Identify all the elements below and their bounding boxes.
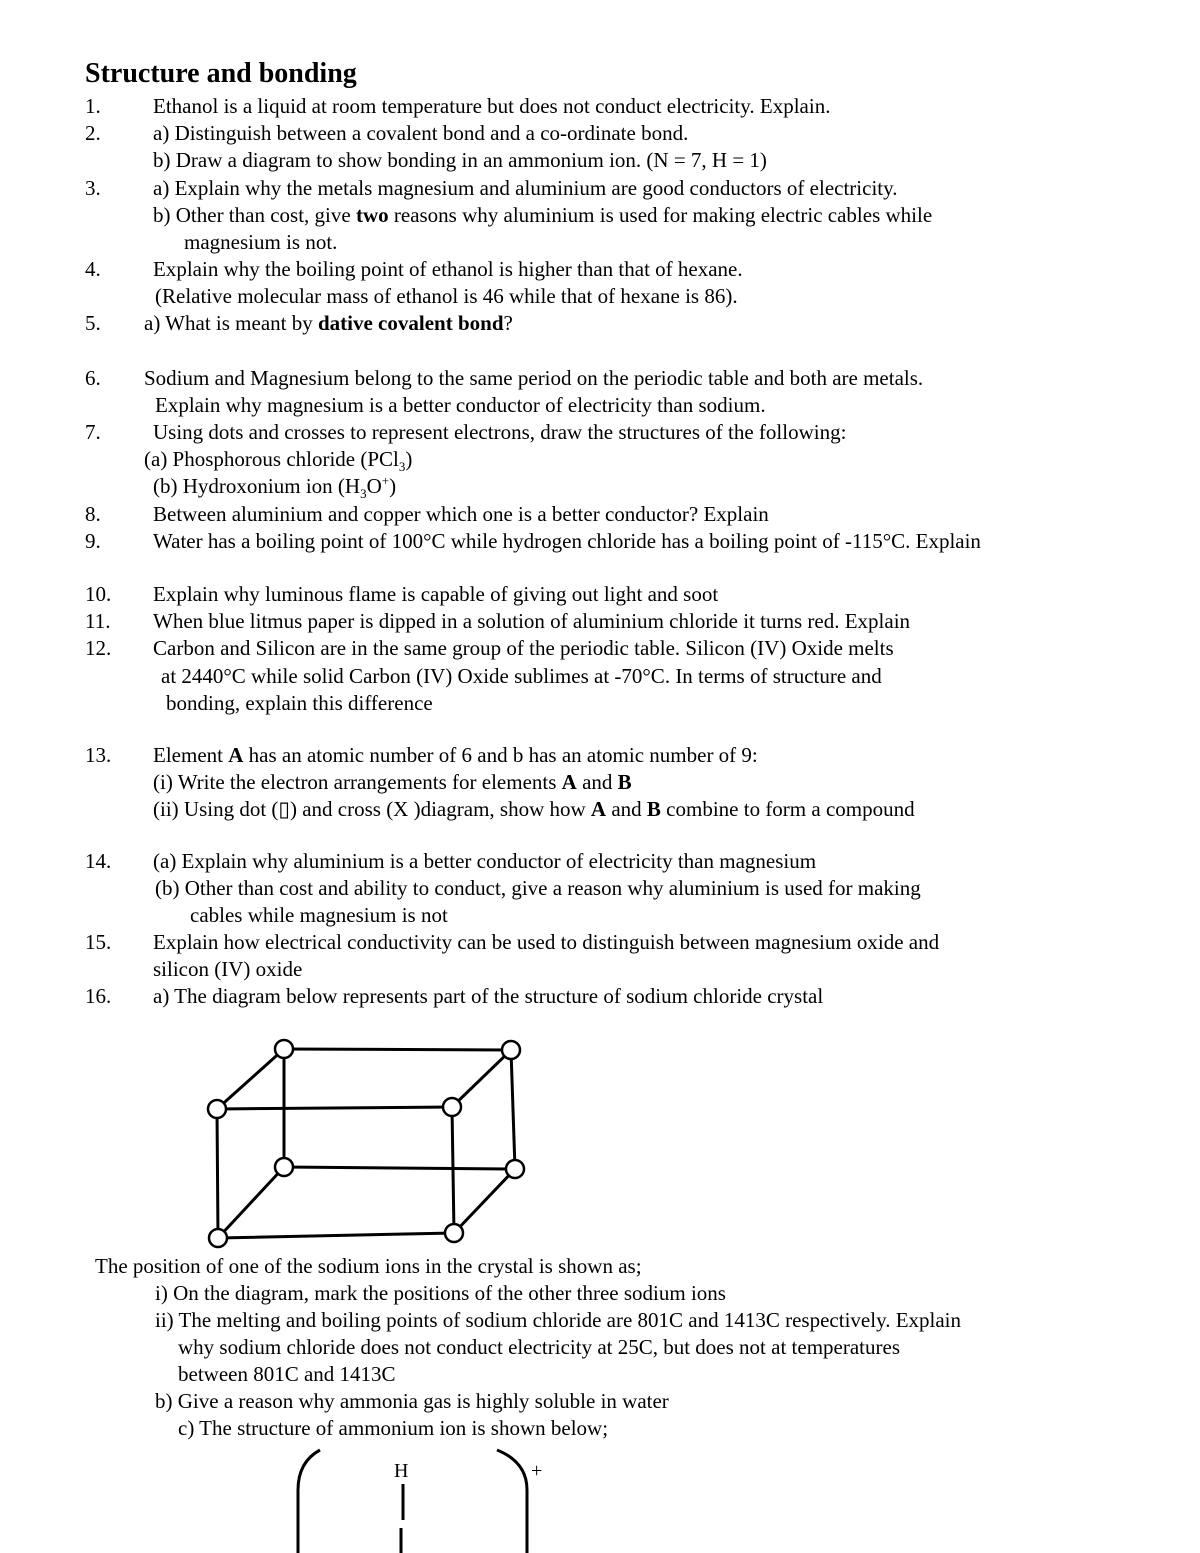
q8-number: 8. bbox=[85, 502, 101, 526]
dot-symbol-glyph: ▯ bbox=[278, 797, 290, 821]
q16b-text: b) Give a reason why ammonia gas is highly soluble in water bbox=[155, 1389, 669, 1413]
q2-number: 2. bbox=[85, 121, 101, 145]
right-bracket bbox=[497, 1450, 527, 1553]
q13-line3: (ii) Using dot (▯) and cross (X )diagram, show how A and B combine to form a compound bbox=[153, 797, 915, 821]
q5-number: 5. bbox=[85, 311, 101, 335]
q12-line3: bonding, explain this difference bbox=[166, 691, 433, 715]
q3-number: 3. bbox=[85, 176, 101, 200]
q16-ii-continuation-1: why sodium chloride does not conduct electricity at 25C, but does not at temperatures bbox=[178, 1335, 900, 1359]
q4-line1: Explain why the boiling point of ethanol is higher than that of hexane. bbox=[153, 257, 743, 281]
q13-line2: (i) Write the electron arrangements for elements A and B bbox=[153, 770, 632, 794]
q9-number: 9. bbox=[85, 529, 101, 553]
left-bracket bbox=[298, 1450, 320, 1553]
q16c-text: c) The structure of ammonium ion is shown below; bbox=[178, 1416, 609, 1440]
q3b-text: b) Other than cost, give two reasons why aluminium is used for making electric cables while bbox=[153, 203, 933, 227]
q14b-text: (b) Other than cost and ability to conduct, give a reason why aluminium is used for making bbox=[155, 876, 921, 900]
q11-text: When blue litmus paper is dipped in a solution of aluminium chloride it turns red. Explain bbox=[153, 609, 911, 633]
q12-line1: Carbon and Silicon are in the same group of the periodic table. Silicon (IV) Oxide melts bbox=[153, 636, 894, 660]
q9-text: Water has a boiling point of 100°C while hydrogen chloride has a boiling point of -115°C. Explain bbox=[153, 529, 981, 553]
q7-number: 7. bbox=[85, 420, 101, 444]
q10-text: Explain why luminous flame is capable of giving out light and soot bbox=[153, 582, 719, 606]
q13-line1: Element A has an atomic number of 6 and b has an atomic number of 9: bbox=[153, 743, 758, 767]
q6-number: 6. bbox=[85, 366, 101, 390]
ion-charge-label: + bbox=[531, 1460, 543, 1482]
q16-number: 16. bbox=[85, 984, 112, 1008]
q15-number: 15. bbox=[85, 930, 112, 954]
q12-line2: at 2440°C while solid Carbon (IV) Oxide sublimes at -70°C. In terms of structure and bbox=[161, 664, 882, 688]
q11-number: 11. bbox=[85, 609, 111, 633]
q7-line1: Using dots and crosses to represent electrons, draw the structures of the following: bbox=[153, 420, 847, 444]
q2b-text: b) Draw a diagram to show bonding in an ammonium ion. (N = 7, H = 1) bbox=[153, 148, 767, 172]
q4-line2: (Relative molecular mass of ethanol is 46 while that of hexane is 86). bbox=[155, 284, 738, 308]
q7a-text: (a) Phosphorous chloride (PCl$_3$) bbox=[144, 447, 413, 475]
q12-number: 12. bbox=[85, 636, 112, 660]
q6-line2: Explain why magnesium is a better conductor of electricity than sodium. bbox=[155, 393, 766, 417]
q3a-text: a) Explain why the metals magnesium and aluminium are good conductors of electricity. bbox=[153, 176, 898, 200]
q6-line1: Sodium and Magnesium belong to the same period on the periodic table and both are metals. bbox=[144, 366, 924, 390]
q16-intro: The position of one of the sodium ions in the crystal is shown as; bbox=[95, 1254, 642, 1278]
q5-text: a) What is meant by dative covalent bond? bbox=[144, 311, 513, 335]
q8-text: Between aluminium and copper which one is a better conductor? Explain bbox=[153, 502, 769, 526]
q10-number: 10. bbox=[85, 582, 112, 606]
q16-ii-text: ii) The melting and boiling points of sodium chloride are 801C and 1413C respectively. Explain bbox=[155, 1308, 962, 1332]
q2a-text: a) Distinguish between a covalent bond and a co-ordinate bond. bbox=[153, 121, 689, 145]
hydrogen-atom-label: H bbox=[394, 1460, 409, 1482]
q3b-continuation: magnesium is not. bbox=[184, 230, 338, 254]
q13-number: 13. bbox=[85, 743, 112, 767]
q16-ii-continuation-2: between 801C and 1413C bbox=[178, 1362, 396, 1386]
q1-text: Ethanol is a liquid at room temperature but does not conduct electricity. Explain. bbox=[153, 94, 831, 118]
q16a-text: a) The diagram below represents part of the structure of sodium chloride crystal bbox=[153, 984, 824, 1008]
q14-number: 14. bbox=[85, 849, 112, 873]
q7b-text: (b) Hydroxonium ion $(H_3O^+)$ bbox=[153, 473, 397, 502]
q14b-continuation: cables while magnesium is not bbox=[190, 903, 448, 927]
q15-line1: Explain how electrical conductivity can be used to distinguish between magnesium oxide and bbox=[153, 930, 940, 954]
q16-i-text: i) On the diagram, mark the positions of the other three sodium ions bbox=[155, 1281, 726, 1305]
q14a-text: (a) Explain why aluminium is a better conductor of electricity than magnesium bbox=[153, 849, 817, 873]
q4-number: 4. bbox=[85, 257, 101, 281]
page-title: Structure and bonding bbox=[85, 58, 357, 89]
q15-line2: silicon (IV) oxide bbox=[153, 957, 303, 981]
q1-number: 1. bbox=[85, 94, 101, 118]
